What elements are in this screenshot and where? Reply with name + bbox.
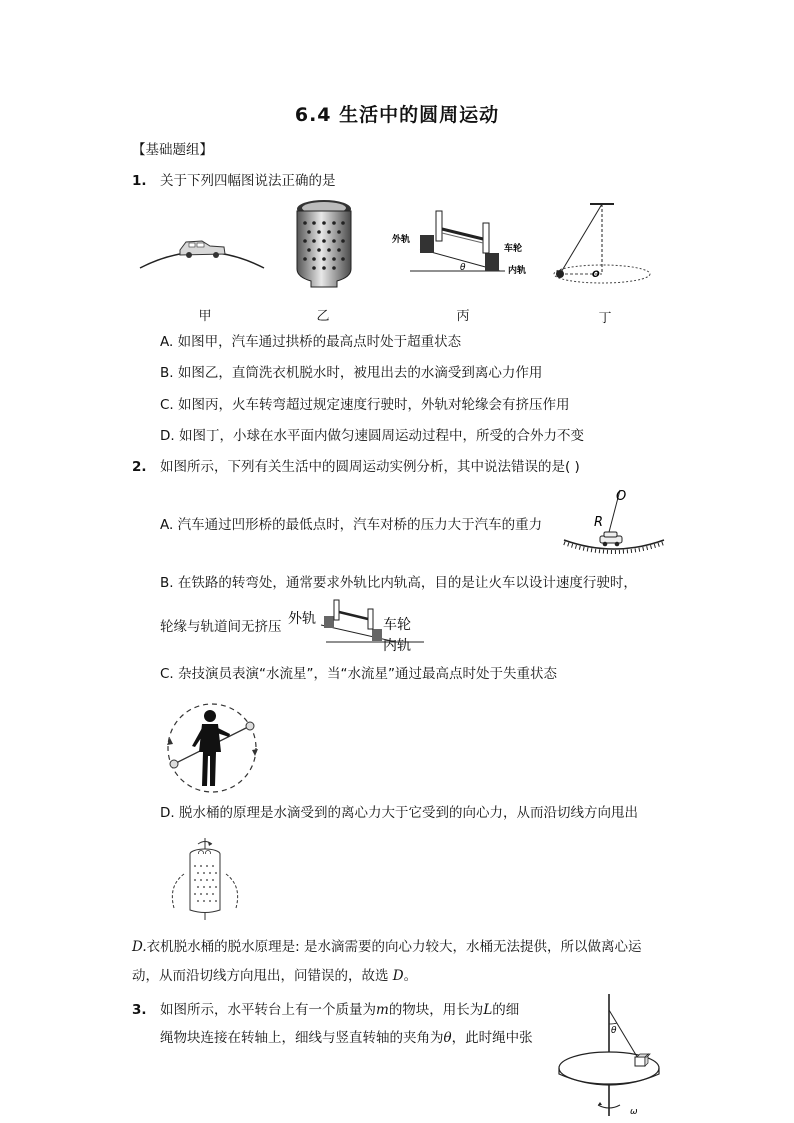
label-center: O (592, 270, 600, 280)
label-o: O (616, 489, 627, 504)
caption-yi: 乙 (316, 309, 330, 324)
q3-line2: 绳物块连接在转轴上，细线与竖直转轴的夹角为θ，此时绳中张 (160, 1030, 533, 1046)
performer-icon (192, 710, 230, 786)
label-outer-rail-b: 外轨 (288, 611, 316, 627)
label-inner-rail-b: 内轨 (383, 638, 411, 654)
label-inner-rail: 内轨 (508, 266, 527, 276)
label-wheel-b: 车轮 (383, 617, 411, 633)
caption-bing: 丙 (456, 309, 470, 324)
label-outer-rail: 外轨 (392, 235, 411, 245)
label-omega: ω (630, 1107, 638, 1117)
q2-number: 2. (132, 459, 147, 475)
q2-analysis-line1: D.衣机脱水桶的脱水原理是: 是水滴需要的向心力较大，水桶无法提供，所以做离心运 (132, 939, 642, 955)
figure-turntable (554, 990, 666, 1118)
q1-option-b: B. 如图乙，直筒洗衣机脱水时，被甩出去的水滴受到离心力作用 (160, 365, 543, 381)
q2-analysis-line2: 动，从而沿切线方向甩出，问错误的，故选 D。 (132, 968, 418, 984)
q1-number: 1. (132, 173, 147, 189)
q3-line1: 如图所示，水平转台上有一个质量为m的物块，用长为L的细 (160, 1002, 520, 1018)
q2-option-b-line2: 轮缘与轨道间无挤压 (160, 619, 282, 635)
q1-option-d: D. 如图丁，小球在水平面内做匀速圆周运动过程中，所受的合外力不变 (160, 428, 584, 444)
q2-option-c: C. 杂技演员表演“水流星”，当“水流星”通过最高点时处于失重状态 (160, 666, 557, 682)
q3-number: 3. (132, 1002, 147, 1018)
figure-concave-bridge (560, 484, 668, 560)
q2-stem: 如图所示，下列有关生活中的圆周运动实例分析，其中说法错误的是( ) (160, 459, 580, 475)
figure-conical-pendulum (552, 198, 667, 294)
label-theta: θ (460, 263, 466, 273)
caption-jia: 甲 (198, 309, 212, 324)
figure-inclined-track-b (286, 598, 436, 656)
label-r: R (594, 515, 604, 530)
analysis-prefix: D. (132, 939, 147, 955)
car-icon (600, 532, 622, 546)
figure-inclined-track (390, 205, 540, 283)
q1-option-c: C. 如图丙，火车转弯超过规定速度行驶时，外轨对轮缘会有挤压作用 (160, 397, 570, 413)
car-icon (180, 241, 225, 258)
q1-option-a: A. 如图甲，汽车通过拱桥的最高点时处于超重状态 (160, 334, 462, 350)
q2-option-d: D. 脱水桶的原理是水滴受到的离心力大于它受到的向心力，从而沿切线方向甩出 (160, 805, 638, 821)
q1-stem: 关于下列四幅图说法正确的是 (160, 173, 336, 189)
caption-ding: 丁 (598, 311, 612, 326)
section-heading: 【基础题组】 (132, 142, 213, 158)
figure-water-meteor (160, 696, 270, 798)
figure-washing-drum (285, 197, 363, 291)
label-wheel: 车轮 (504, 244, 523, 254)
figure-arch-bridge-car (138, 228, 266, 270)
q2-option-b-line1: B. 在铁路的转弯处，通常要求外轨比内轨高，目的是让火车以设计速度行驶时， (160, 575, 637, 591)
page-title: 6.4 生活中的圆周运动 (294, 104, 500, 126)
q2-option-a: A. 汽车通过凹形桥的最低点时，汽车对桥的压力大于汽车的重力 (160, 517, 543, 533)
label-theta-turntable: θ (611, 1026, 617, 1036)
figure-spin-drum (160, 836, 250, 922)
